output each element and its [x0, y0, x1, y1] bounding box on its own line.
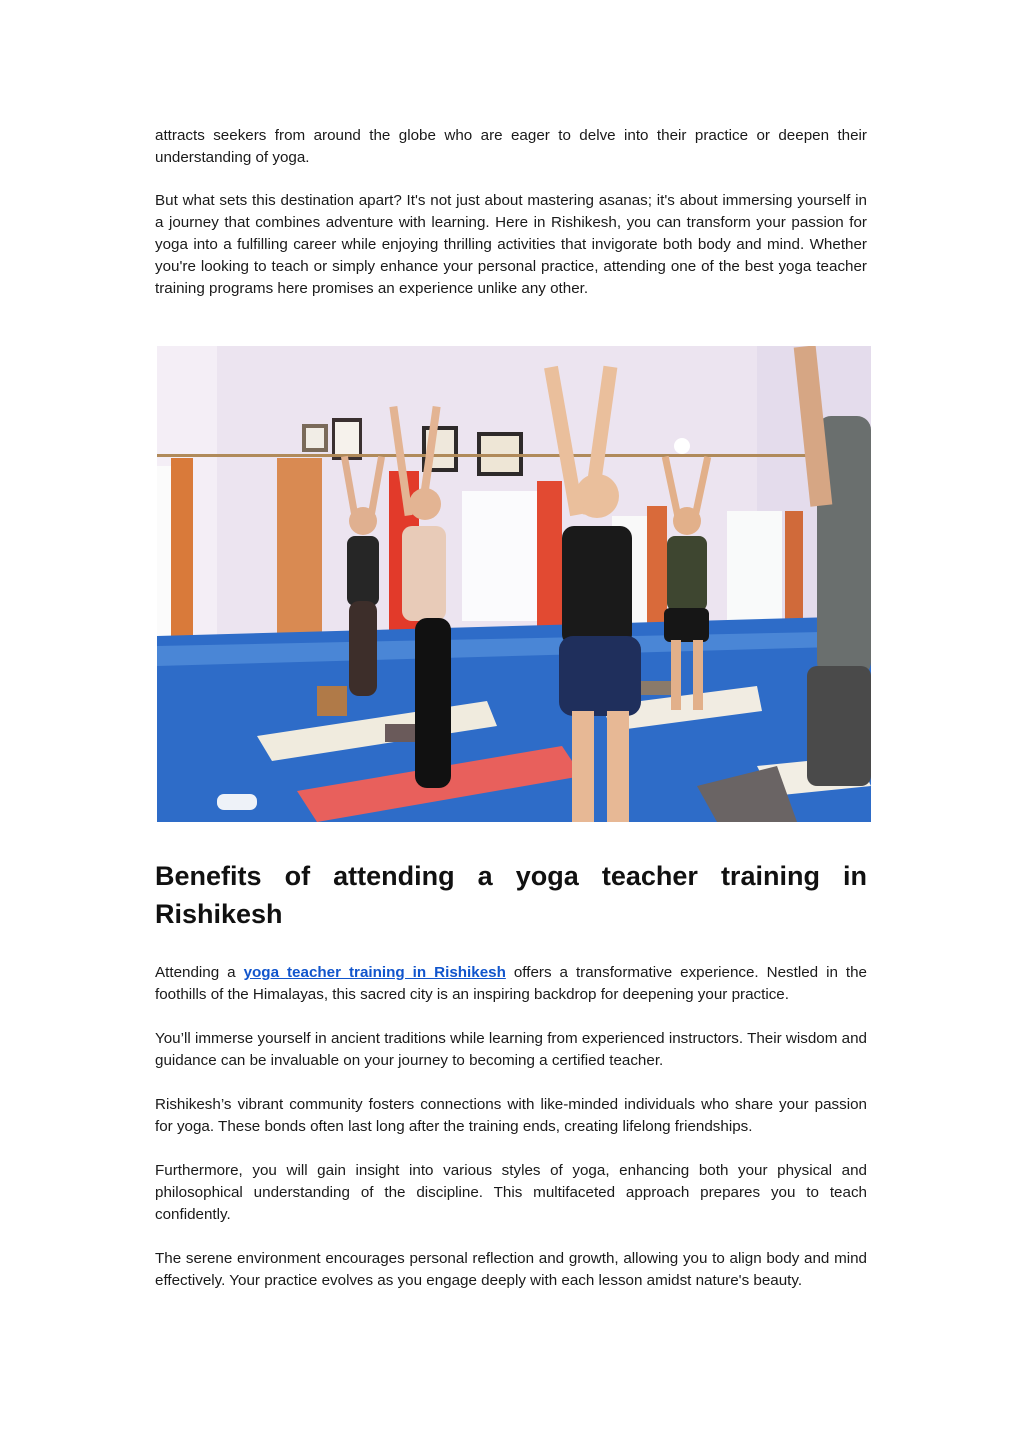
section-paragraph-1: [155, 962, 867, 1006]
intro-paragraph-1: attracts seekers from around the globe who are eager to delve into their practice or deepen their understanding of yoga.: [155, 127, 867, 166]
yoga-teacher-training-link[interactable]: yoga teacher training in Rishikesh: [243, 964, 506, 981]
section-paragraph-2: You’ll immerse yourself in ancient traditions while learning from experienced instructors. Their wisdom and guidance can be invaluable on your journey to becoming a certified teacher.: [155, 1030, 867, 1069]
intro-paragraph-2: But what sets this destination apart? It's not just about mastering asanas; it's about immersing yourself in a journey that combines adventure with learning. Here in Rishikesh, you can transform your passion for yoga into a fulfilling career while enjoying thrilling activities that invigorate both body and mind. Whether you're looking to teach or simply enhance your personal practice, attending one of the best yoga teacher training programs here promises an experience unlike any other.: [155, 192, 867, 297]
section-heading: Benefits of attending a yoga teacher training in Rishikesh: [155, 861, 867, 929]
paragraph-tail-text: offers a transformative experience. Nestled in the foothills of the Himalayas, this sacred city is an inspiring backdrop for deepening your practice.: [155, 964, 868, 1003]
section-paragraph-3: Rishikesh’s vibrant community fosters connections with like-minded individuals who share your passion for yoga. These bonds often last long after the training ends, creating lifelong friendships.: [155, 1096, 867, 1135]
yoga-class-photo: [157, 346, 871, 822]
section-paragraph-5: The serene environment encourages personal reflection and growth, allowing you to align body and mind effectively. Your practice evolves as you engage deeply with each lesson amidst nature's beauty.: [155, 1250, 867, 1289]
paragraph-lead-text: Attending a: [155, 964, 244, 981]
section-paragraph-4: Furthermore, you will gain insight into various styles of yoga, enhancing both your physical and philosophical understanding of the discipline. This multifaceted approach prepares you to teach confidently.: [155, 1162, 867, 1223]
